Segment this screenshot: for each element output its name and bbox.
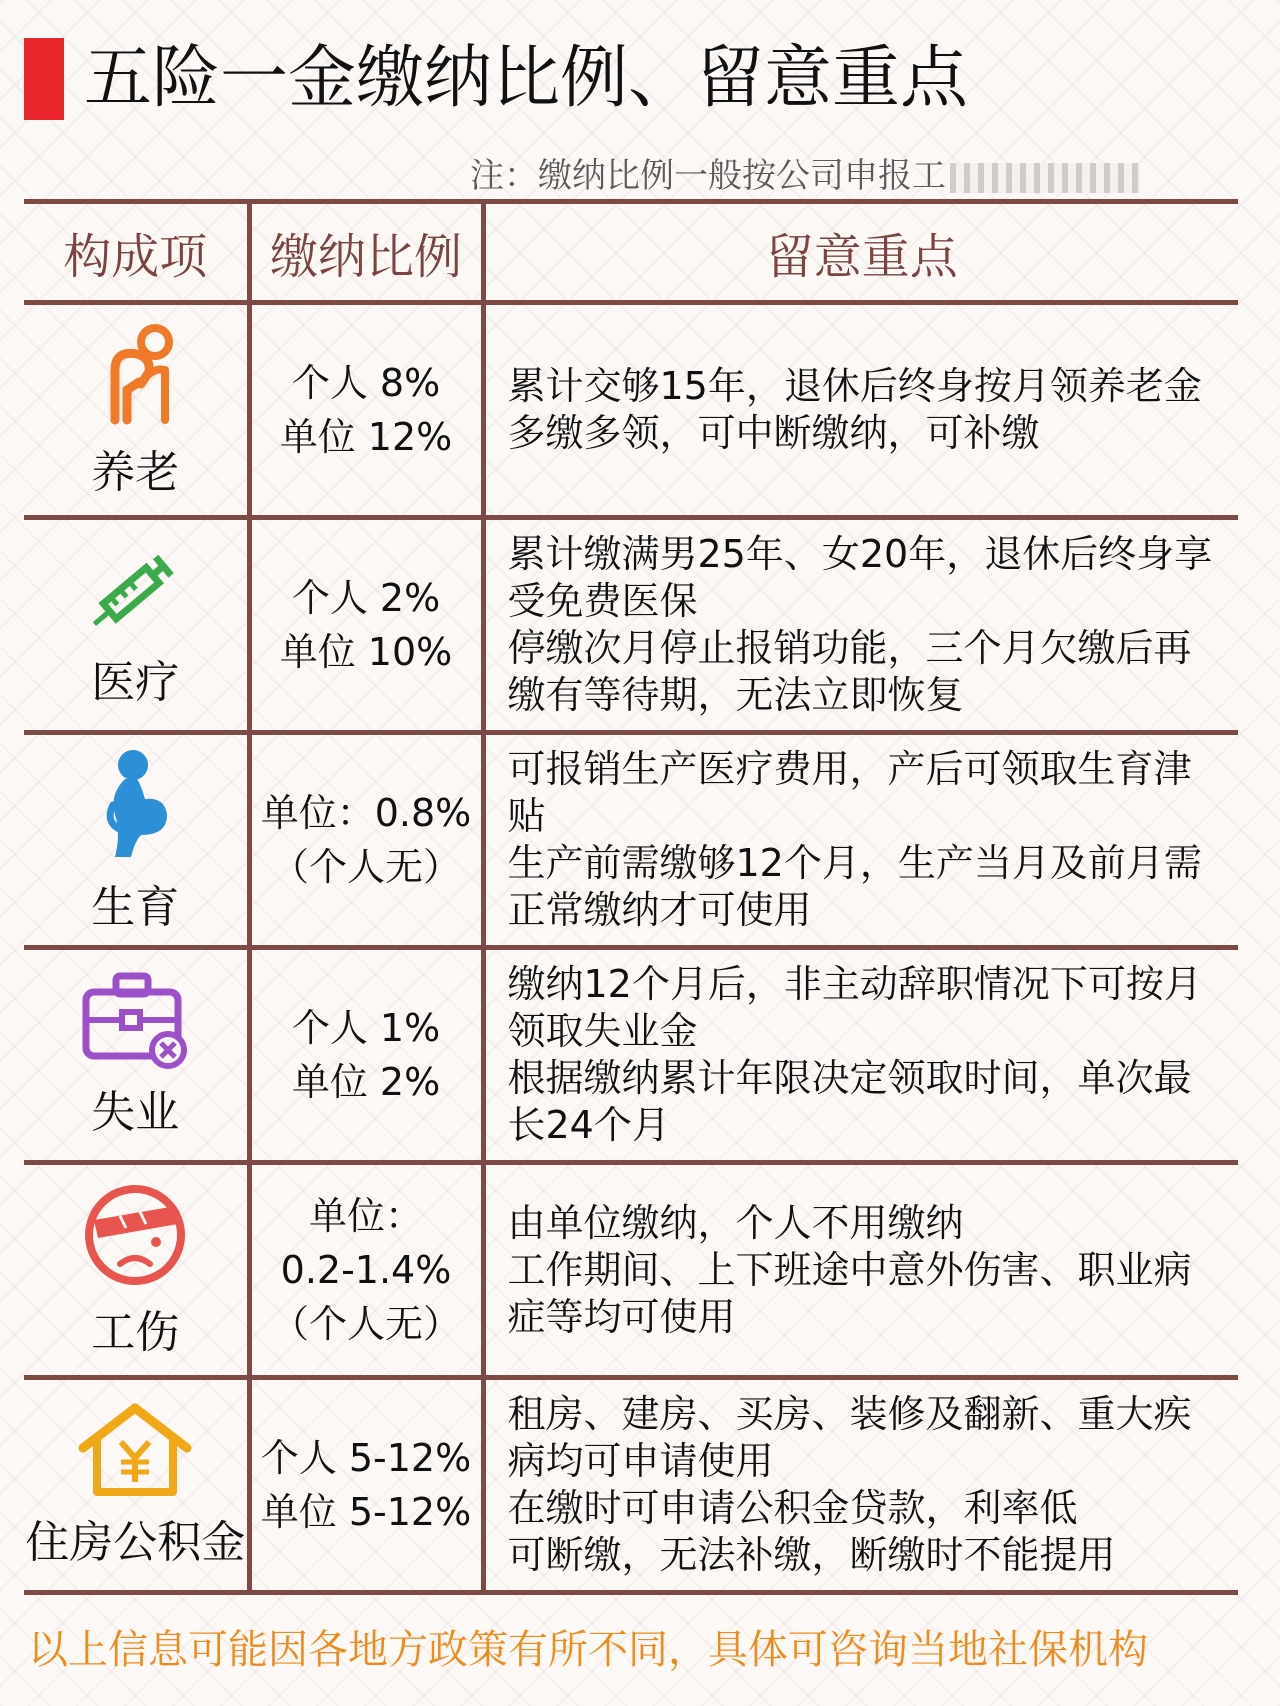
rate-line: 个人 2% [291,576,441,620]
rate-cell [249,1163,483,1378]
elderly-person-icon [85,320,185,430]
house-yuan-icon [75,1400,195,1500]
injured-face-icon [80,1180,190,1290]
rate-line: 单位： [308,1194,423,1238]
item-label: 养老 [91,447,180,498]
item-label: 医疗 [91,657,180,708]
rate-cell [249,1378,483,1593]
rate-line: 单位 10% [279,630,453,674]
rate-line: 个人 5-12% [260,1436,472,1480]
note-text [470,148,1240,197]
item-cell [24,1163,249,1378]
notes-cell [483,948,1238,1163]
note-line: 可报销生产医疗费用，产后可领取生育津贴 [507,747,1192,838]
rate-cell [249,948,483,1163]
briefcase-x-icon [80,970,190,1070]
rate-line: 单位：0.8% [260,791,472,835]
syringe-icon [80,540,190,640]
header-notes: 留意重点 [765,228,958,285]
rate-line: 单位 2% [291,1060,441,1104]
notes-cell [483,1378,1238,1593]
note-line: 累计交够15年，退休后终身按月领养老金 [507,364,1202,408]
table-row [24,948,1238,1163]
header-rate: 缴纳比例 [249,202,483,303]
rate-line: 个人 8% [291,361,441,405]
note-line: 在缴时可申请公积金贷款，利率低 [507,1486,1078,1530]
rate-cell [249,733,483,948]
rate-line: （个人无） [270,845,461,889]
item-label: 生育 [91,882,180,933]
note-line: 根据缴纳累计年限决定领取时间，单次最长24个月 [507,1056,1192,1147]
note-line: 缴纳12个月后，非主动辞职情况下可按月领取失业金 [507,962,1202,1053]
note-line: 累计缴满男25年、女20年，退休后终身享受免费医保 [507,532,1213,623]
page-title: 五险一金缴纳比例、留意重点 [84,39,969,118]
note-line: 多缴多领，可中断缴纳，可补缴 [507,411,1040,455]
note-line: 工作期间、上下班途中意外伤害、职业病症等均可使用 [507,1247,1192,1339]
header-item: 构成项 [24,202,249,303]
item-cell [24,733,249,948]
rate-line: 个人 1% [291,1006,441,1050]
note-label: 注：缴纳比例一般按公司申报工 [470,156,946,196]
notes-cell [483,733,1238,948]
item-cell [24,948,249,1163]
note-line: 可断缴，无法补缴，断缴时不能提用 [507,1533,1116,1577]
title-accent-bar [24,38,64,120]
note-line: 生产前需缴够12个月，生产当月及前月需正常缴纳才可使用 [507,841,1202,932]
note-line: 由单位缴纳，个人不用缴纳 [507,1200,964,1245]
rate-line: 单位 5-12% [260,1490,472,1534]
table-header-row [24,202,1238,303]
pregnant-woman-icon [85,745,185,865]
table-row [24,1163,1238,1378]
notes-cell [483,518,1238,733]
item-cell [24,518,249,733]
rate-line: 0.2-1.4% [280,1248,452,1292]
table-row [24,733,1238,948]
rate-cell [249,518,483,733]
table-row [24,1378,1238,1593]
note-line: 租房、建房、买房、装修及翻新、重大疾病均可申请使用 [507,1392,1192,1483]
rate-cell [249,303,483,518]
insurance-table [24,199,1238,1595]
footer-disclaimer: 以上信息可能因各地方政策有所不同，具体可咨询当地社保机构 [28,1627,1148,1673]
item-label: 住房公积金 [25,1517,246,1568]
note-line: 停缴次月停止报销功能，三个月欠缴后再缴有等待期，无法立即恢复 [507,626,1192,717]
item-cell [24,1378,249,1593]
item-label: 失业 [91,1087,180,1138]
blurred-text [950,163,1140,193]
table-row [24,303,1238,518]
item-label: 工伤 [91,1307,180,1358]
table-row [24,518,1238,733]
rate-line: 单位 12% [279,415,453,459]
notes-cell [483,303,1238,518]
rate-line: （个人无） [270,1302,461,1346]
item-cell [24,303,249,518]
notes-cell [483,1163,1238,1378]
